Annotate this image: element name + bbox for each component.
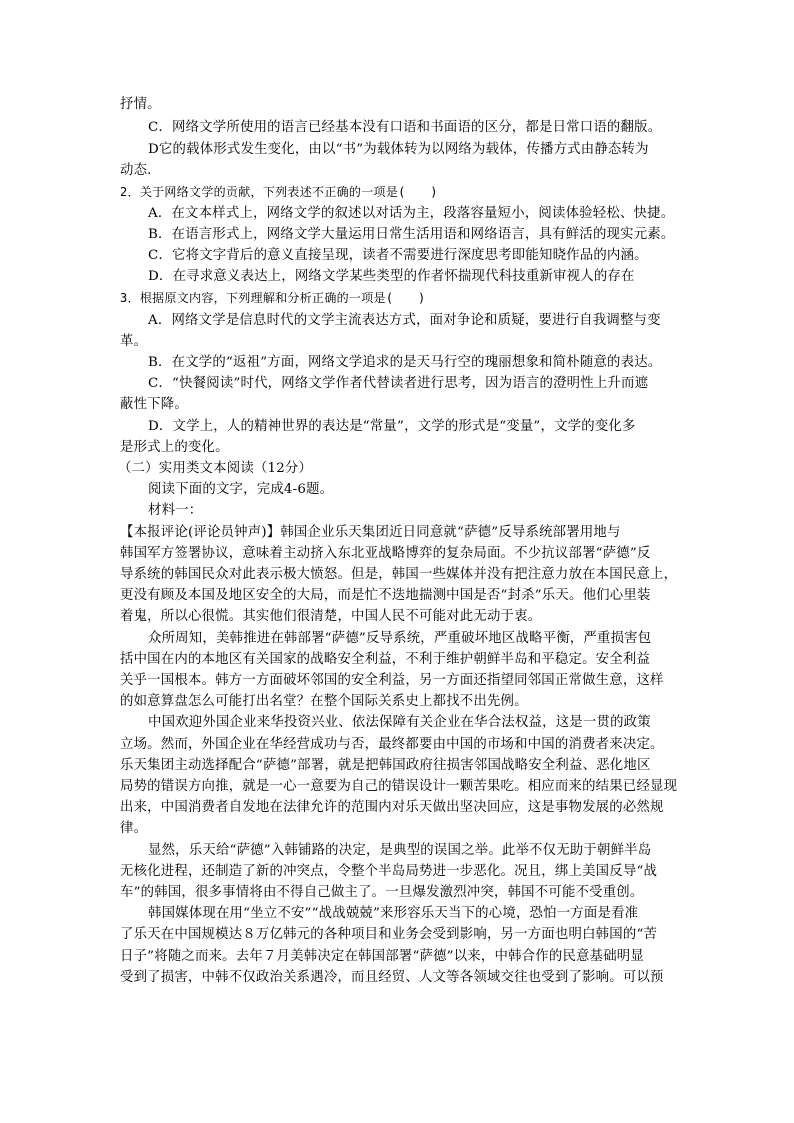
answer-option: D．文学上，人的精神世界的表达是“常量”，文学的形式是“变量”，文学的变化多: [148, 419, 636, 434]
text-line: 显然，乐天给“萨德”入韩铺路的决定，是典型的误国之举。此举不仅无助于朝鲜半岛: [148, 843, 652, 858]
text-line: 无核化进程，还制造了新的冲突点，令整个半岛局势进一步恶化。况且，绑上美国反导“战: [120, 864, 658, 879]
text-line: 了乐天在中国规模达８万亿韩元的各种项目和业务会受到影响，另一方面也明白韩国的“苦: [120, 927, 658, 942]
text-line: 着鬼，所以心很慌。其实他们很清楚，中国人民不可能对此无动于衷。: [120, 609, 542, 624]
text-line: 韩国军方签署协议，意味着主动挤入东北亚战略博弈的复杂局面。不少抗议部署“萨德”反: [120, 546, 651, 561]
text-line: 立场。然而，外国企业在华经营成功与否，最终都要由中国的市场和中国的消费者来决定。: [120, 737, 664, 752]
answer-option: C．“快餐阅读”时代，网络文学作者代替读者进行思考，因为语言的澄明性上升而遮: [148, 376, 649, 391]
question-heading: 3．根据原文内容，下列理解和分析正确的一项是( ): [120, 291, 426, 305]
text-line: 韩国媒体现在用“坐立不安”“战战兢兢”来形容乐天当下的心境，恐怕一方面是看准: [148, 906, 639, 921]
text-line: 导系统的韩国民众对此表示极大愤怒。但是，韩国一些媒体并没有把注意力放在本国民意上，: [120, 567, 678, 582]
text-line: 关乎一国根本。韩方一方面破坏邻国的安全利益，另一方面还指望同邻国正常做生意，这样: [120, 673, 664, 688]
text-line: 乐天集团主动选择配合“萨德”部署，就是把韩国政府往损害邻国战略安全利益、恶化地区: [120, 758, 651, 773]
text-line: 日子”将随之而来。去年７月美韩决定在韩国部署“萨德”以来，中韩合作的民意基础明显: [120, 949, 644, 964]
text-line: C．网络文学所使用的语言已经基本没有口语和书面语的区分，都是日常口语的翻版。: [148, 120, 662, 135]
answer-option: B．在语言形式上，网络文学大量运用日常生活用语和网络语言，具有鲜活的现实元素。: [148, 227, 675, 242]
text-line: 局势的错误方向推，就是一心一意要为自己的错误设计一颗苦果吃。相应而来的结果已经显现: [120, 779, 678, 794]
text-line: 中国欢迎外国企业来华投资兴业、依法保障有关企业在华合法权益，这是一贯的政策: [148, 715, 651, 730]
text-line: 括中国在内的本地区有关国家的战略安全利益，不利于维护朝鲜半岛和平稳定。安全利益: [120, 652, 651, 667]
question-heading: 2．关于网络文学的贡献，下列表述不正确的一项是( ): [120, 185, 438, 199]
text-line: 出来，中国消费者自发地在法律允许的范围内对乐天做出坚决回应，这是事物发展的必然规: [120, 800, 664, 815]
answer-option: C．它将文字背后的意义直接呈现，读者不需要进行深度思考即能知晓作品的内涵。: [148, 248, 648, 263]
text-line: 受到了损害，中韩不仅政治关系遇冷，而且经贸、人文等各领域交往也受到了影响。可以预: [120, 970, 664, 985]
text-line: 动态．: [120, 163, 161, 178]
text-line: 材料一：: [148, 503, 203, 518]
text-line: 车”的韩国，很多事情将由不得自己做主了。一旦爆发激烈冲突，韩国不可能不受重创。: [120, 885, 644, 900]
text-line: 蔽性下降。: [120, 397, 188, 412]
text-line: 众所周知，美韩推进在韩部署“萨德”反导系统，严重破坏地区战略平衡，严重损害包: [148, 631, 652, 646]
section-heading: （二）实用类文本阅读（12分）: [118, 461, 313, 476]
text-line: 律。: [120, 821, 148, 836]
text-line: 更没有顾及本国及地区安全的大局，而是忙不迭地揣测中国是否“封杀”乐天。他们心里装: [120, 588, 651, 603]
text-line: 阅读下面的文字，完成4-6题。: [148, 482, 334, 497]
text-line: 【本报评论(评论员钟声)】韩国企业乐天集团近日同意就“萨德”反导系统部署用地与: [120, 525, 621, 540]
text-line: 是形式上的变化。: [120, 440, 229, 455]
text-line: 抒情。: [120, 97, 161, 112]
answer-option: B．在文学的“返祖”方面，网络文学追求的是天马行空的瑰丽想象和简朴随意的表达。: [148, 355, 662, 370]
text-line: 革。: [120, 334, 148, 349]
text-line: D它的载体形式发生变化，由以“书”为载体转为以网络为载体，传播方式由静态转为: [148, 142, 649, 157]
answer-option: A．在文本样式上，网络文学的叙述以对话为主，段落容量短小，阅读体验轻松、快捷。: [148, 206, 675, 221]
answer-option: D．在寻求意义表达上，网络文学某些类型的作者怀揣现代科技重新审视人的存在: [148, 269, 635, 284]
answer-option: A．网络文学是信息时代的文学主流表达方式，面对争论和质疑，要进行自我调整与变: [148, 313, 661, 328]
text-line: 的如意算盘怎么可能打出名堂？在整个国际关系史上都找不出先例。: [120, 694, 528, 709]
